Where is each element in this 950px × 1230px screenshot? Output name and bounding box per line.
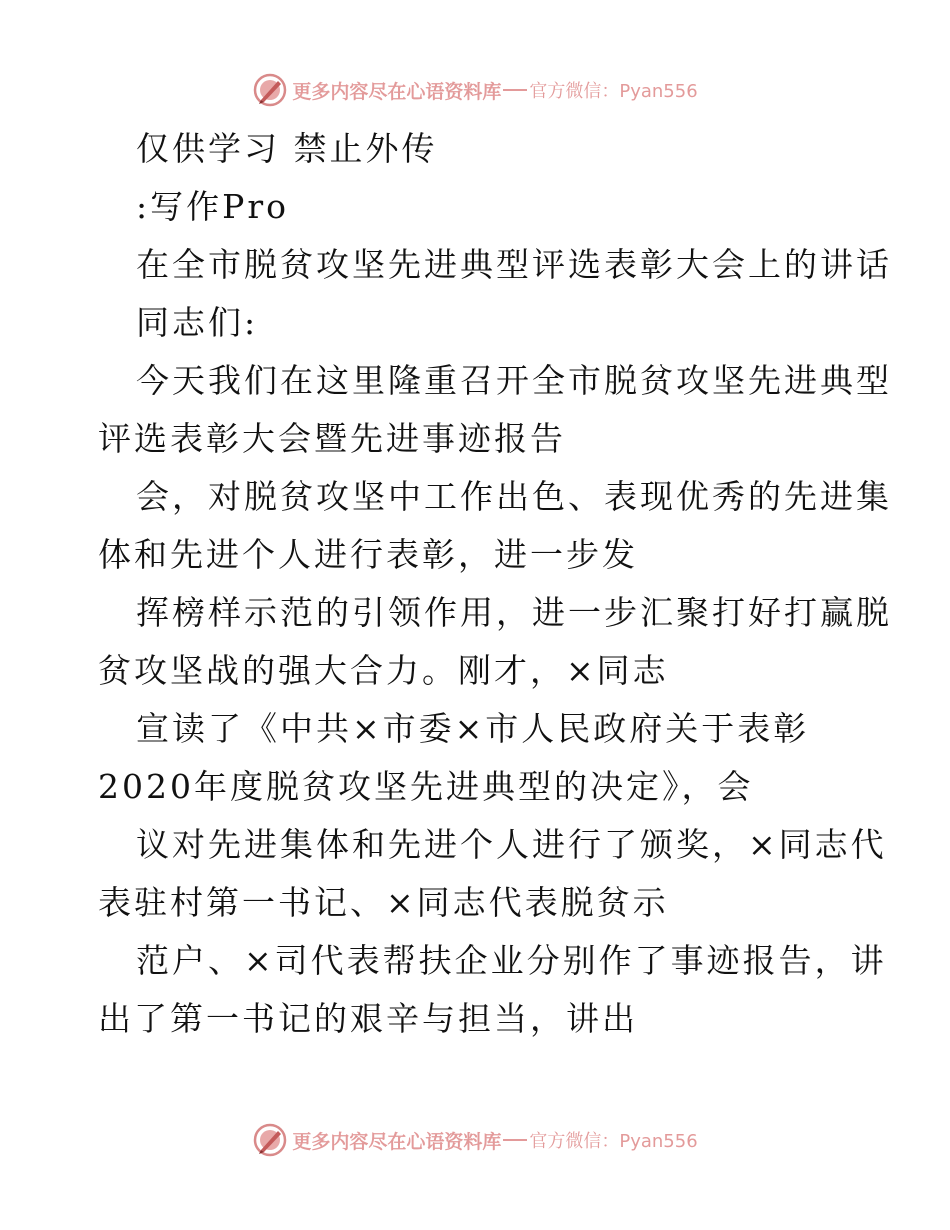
paragraph-line: 挥榜样示范的引领作用，进一步汇聚打好打赢脱 <box>136 593 892 632</box>
paragraph-line: 体和先进个人进行表彰，进一步发 <box>98 535 638 574</box>
watermark-dash <box>503 89 527 91</box>
document-body <box>98 120 892 1048</box>
watermark-main-text: 更多内容尽在心语资料库 <box>292 1130 502 1153</box>
paragraph-line: 会，对脱贫攻坚中工作出色、表现优秀的先进集 <box>136 477 892 516</box>
paragraph-line: 出了第一书记的艰辛与担当，讲出 <box>98 999 638 1038</box>
paragraph-line: 2020年度脱贫攻坚先进典型的决定》，会 <box>98 767 754 806</box>
pen-logo-icon <box>252 1122 288 1158</box>
paragraph-line: 宣读了《中共×市委×市人民政府关于表彰 <box>136 709 810 748</box>
watermark-wechat-text: 官方微信：Pyan556 <box>529 81 698 102</box>
paragraph-line: 议对先进集体和先进个人进行了颁奖，×同志代 <box>136 825 887 864</box>
paragraph-line: 评选表彰大会暨先进事迹报告 <box>98 419 566 458</box>
paragraph-line: 仅供学习 禁止外传 <box>136 129 438 168</box>
paragraph-line: 同志们: <box>136 303 259 342</box>
pen-logo-icon <box>252 72 288 108</box>
paragraph-line: 在全市脱贫攻坚先进典型评选表彰大会上的讲话 <box>136 245 892 284</box>
paragraph-line: :写作Pro <box>136 187 289 226</box>
watermark-wechat-text: 官方微信：Pyan556 <box>529 1131 698 1152</box>
paragraph-line: 范户、×司代表帮扶企业分别作了事迹报告，讲 <box>136 941 887 980</box>
watermark-dash <box>503 1139 527 1141</box>
paragraph-line: 表驻村第一书记、×同志代表脱贫示 <box>98 883 669 922</box>
paragraph-line: 今天我们在这里隆重召开全市脱贫攻坚先进典型 <box>136 361 892 400</box>
header-watermark <box>0 70 950 110</box>
watermark-main-text: 更多内容尽在心语资料库 <box>292 80 502 103</box>
footer-watermark <box>0 1120 950 1160</box>
paragraph-line: 贫攻坚战的强大合力。刚才，×同志 <box>98 651 669 690</box>
